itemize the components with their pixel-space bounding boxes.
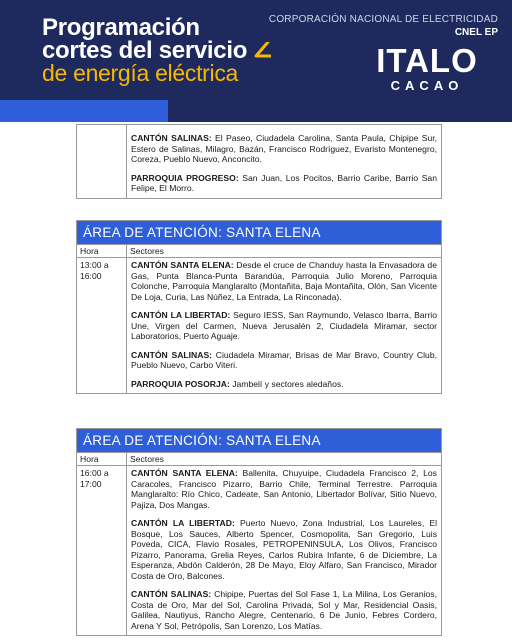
canton-name: CANTÓN SANTA ELENA: — [131, 260, 234, 270]
brand-word: ITALO — [376, 42, 478, 79]
sectors-cell — [127, 258, 441, 393]
table-row — [77, 125, 441, 198]
continuation-table — [76, 124, 442, 199]
canton-entry — [131, 133, 437, 165]
canton-sectors: Ciudadela Miramar, Brisas de Mar Bravo, Country Club, Pueblo Nuevo, Carbo Viteri. — [131, 349, 437, 370]
hour-cell-empty — [77, 125, 127, 198]
sectors-column-header: Sectores — [130, 454, 164, 464]
canton-entry — [131, 173, 437, 194]
brand-subword: CACAO — [390, 78, 464, 93]
corporation-name: CORPORACIÓN NACIONAL DE ELECTRICIDAD — [268, 14, 498, 25]
schedule-table-2 — [76, 428, 442, 636]
hour-column-header: Hora — [77, 453, 127, 465]
italo-cacao-logo — [362, 40, 492, 98]
canton-name: CANTÓN LA LIBERTAD: — [131, 310, 231, 320]
canton-sectors: Desde el cruce de Chanduy hasta la Envasadora de Gas, Punta Blanca-Punta Barandúa, Parroquia Julio Moreno, Parroquia Colonche, Parroquia Manglaralto (Montañita, Baja Montañita, Olón, San Vicente De Loja, Curia, Las Núñez, La Entrada, La Rinconada). — [131, 260, 437, 302]
canton-sectors: Seguro IESS, San Raymundo, Velasco Ibarra, Barrio Une, Virgen del Carmen, Nueva Jerusalén 2, Ciudadela Miramar, sector Laboratorios, Puerto Aguaje. — [131, 310, 437, 341]
canton-entry — [131, 518, 437, 581]
sectors-cell — [127, 125, 441, 198]
sectors-cell — [127, 466, 441, 635]
canton-name: PARROQUIA POSORJA: — [131, 378, 230, 389]
table-header-row — [77, 244, 441, 257]
title-line-1: Programación — [42, 14, 200, 41]
table-header-row — [77, 452, 441, 465]
hour-column-header: Hora — [77, 245, 127, 257]
canton-sectors: Puerto Nuevo, Zona Industrial, Los Laureles, El Bosque, Los Sauces, Alberto Spencer, Cosmopolita, San Gregorio, Luis Poveda, CICA, Flavio Rosales, PETROPENINSULA, Los Olivos, Francisco Pizarro, Panorama, Grelia Reyes, Carlos Rubira Infante, 6 de Diciembre, La Esperanza, Abdón Calderón, 28 De Mayo, Eloy Alfaro, San Francisco, Mirador Costa de Oro, Balcones. — [131, 518, 437, 581]
canton-entry — [131, 260, 437, 302]
corporation-short-name: CNEL EP — [454, 27, 498, 38]
table-row — [77, 257, 441, 393]
header-banner — [0, 0, 512, 122]
canton-entry — [131, 589, 437, 631]
canton-name: CANTÓN SALINAS: — [131, 349, 213, 360]
area-title-bar: ÁREA DE ATENCIÓN: SANTA ELENA — [77, 429, 441, 452]
canton-sectors: Jambelí y sectores aledaños. — [229, 378, 344, 389]
hour-cell: 13:00 a 16:00 — [77, 258, 127, 393]
canton-entry — [131, 310, 437, 342]
table-row — [77, 465, 441, 635]
canton-sectors: Chipipe, Puertas del Sol Fase 1, La Milina, Los Geranios, Costa de Oro, Mar del Sol, Carolina Privada, Sol y Mar, Residencial Oasis, Galilea, Nautiyus, Rancho Alegre, Centenario, 6 De Junio, Febres Cordero, Arena Y Sol, Petrópolis, San Lorenzo, Los Matías. — [131, 589, 437, 631]
lightning-accent-icon — [253, 42, 271, 58]
canton-entry — [131, 468, 437, 510]
title-line-3: de energía eléctrica — [42, 60, 239, 86]
canton-name: CANTÓN SALINAS: — [131, 589, 212, 599]
canton-sectors: Ballenita, Chuyuipe, Ciudadela Francisco 2, Los Caracoles, Francisco Pizarro, Barrio Chile, Terminal Terrestre. Parroquia Manglaralto: Río Chico, Cadeate, San Antonio, Libertador Bolívar, Sitio Nuevo, Pajiza, Dos Mangas. — [131, 468, 437, 510]
canton-sectors: El Paseo, Ciudadela Carolina, Santa Paula, Chipipe Sur, Estero de Salinas, Milagro, Bazán, Francisco Rodríguez, Evaristo Montenegro, Coreza, Pueblo Nuevo, Anconcito. — [131, 133, 438, 164]
hour-cell: 16:00 a 17:00 — [77, 466, 127, 635]
header-accent-stripe — [0, 100, 168, 122]
schedule-table-1 — [76, 220, 442, 394]
canton-name: CANTÓN SALINAS: — [131, 133, 212, 143]
canton-entry — [131, 379, 437, 390]
canton-name: CANTÓN LA LIBERTAD: — [131, 518, 235, 528]
canton-entry — [131, 350, 437, 371]
canton-name: PARROQUIA PROGRESO: — [131, 172, 239, 183]
sectors-column-header: Sectores — [130, 246, 164, 256]
title-line-2: cortes del servicio — [42, 37, 248, 64]
canton-sectors: San Juan, Los Pocitos, Barrio Caribe, Barrio San Felipe, El Morro. — [131, 172, 437, 193]
canton-name: CANTÓN SANTA ELENA: — [131, 468, 238, 478]
area-title-bar: ÁREA DE ATENCIÓN: SANTA ELENA — [77, 221, 441, 244]
